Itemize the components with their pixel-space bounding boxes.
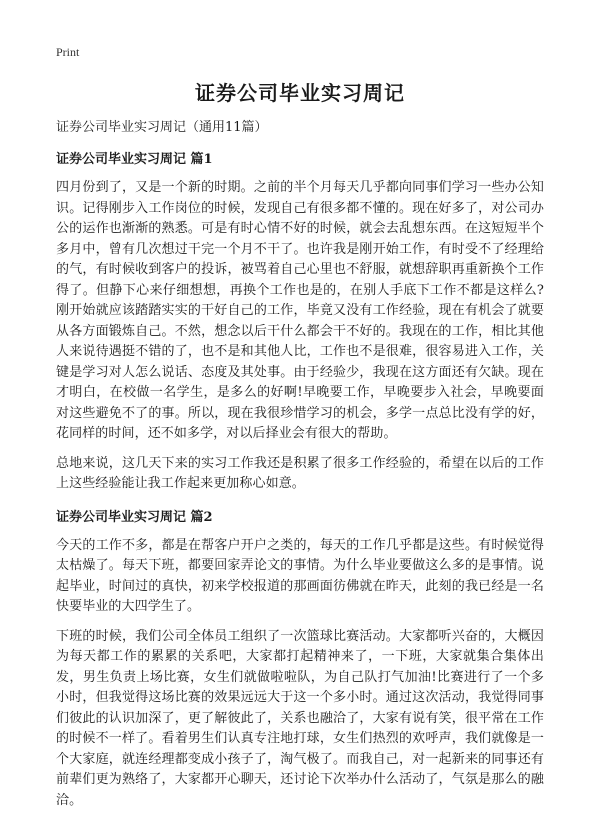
section-1-paragraph-1: 四月份到了，又是一个新的时期。之前的半个月每天几乎都向同事们学习一些办公知识。记得刚步入工作岗位的时候，发现自己有很多都不懂的。现在好多了，对公司办公的运作也渐渐的熟悉。可是有时心情不好的时候，就会去乱想东西。在这短短半个多月中，曾有几次想过干完一个月不干了。也许我是刚开始工作，有时受不了经理给的气，有时候收到客户的投诉，被骂着自己心里也不舒服，就想辞职再重新换个工作得了。但静下心来仔细想想，再换个工作也是的，在别人手底下工作不都是这样么?刚开始就应该踏踏实实的干好自己的工作，毕竟又没有工作经验，现在有机会了就要从各方面锻炼自己。不然，想念以后干什么都会干不好的。我现在的工作，相比其他人来说待遇挺不错的了，也不是和其他人比，工作也不是很难，很容易进入工作，关键是学习对人怎么说话、态度及其处事。由于经验少，我现在这方面还有欠缺。现在才明白，在校做一名学生，是多么的好啊!早晚要工作，早晚要步入社会，早晚要面对这些避免不了的事。所以，现在我很珍惜学习的机会，多学一点总比没有学的好，花同样的时间，还不如多学，对以后择业会有很大的帮助。	[56, 180, 544, 441]
section-2-paragraph-2: 下班的时候，我们公司全体员工组织了一次篮球比赛活动。大家都听兴奋的，大概因为每天都工作的累累的关系吧，大家都打起精神来了，一下班，大家就集合集体出发，男生负责上场比赛，女生们就做啦啦队，为自己队打气加油!比赛进行了一个多小时，但我觉得这场比赛的效果远远大于这一个多小时。通过这次活动，我觉得同事们彼此的认识加深了，更了解彼此了，关系也融洽了，大家有说有笑，很平常在工作的时候不一样了。看着男生们认真专注地打球，女生们热烈的欢呼声，我们就像是一个大家庭，就连经理都变成小孩子了，淘气极了。而我自己，对一起新来的同事还有前辈们更为熟络了，大家都开心聊天，还讨论下次举办什么活动了，气氛是那么的融洽。	[56, 628, 544, 808]
section-2-paragraph-1: 今天的工作不多，都是在帮客户开户之类的，每天的工作几乎都是这些。有时候觉得太枯燥了。每天下班，都要回家弄论文的事情。为什么毕业要做这么多的是事情。说起毕业，时间过的真快，初来学校报道的那画面彷佛就在昨天，此刻的我已经是一名快要毕业的大四学生了。	[56, 537, 544, 614]
section-heading-2: 证券公司毕业实习周记 篇2	[56, 509, 213, 525]
section-heading-1: 证券公司毕业实习周记 篇1	[56, 152, 213, 167]
page-title: 证券公司毕业实习周记	[195, 81, 405, 105]
print-label[interactable]: Print	[56, 45, 80, 59]
document-subtitle: 证券公司毕业实习周记（通用11篇）	[56, 120, 268, 135]
section-1-paragraph-2: 总地来说，这几天下来的实习工作我还是积累了很多工作经验的，希望在以后的工作上这些经验能让我工作起来更加称心如意。	[56, 455, 544, 491]
